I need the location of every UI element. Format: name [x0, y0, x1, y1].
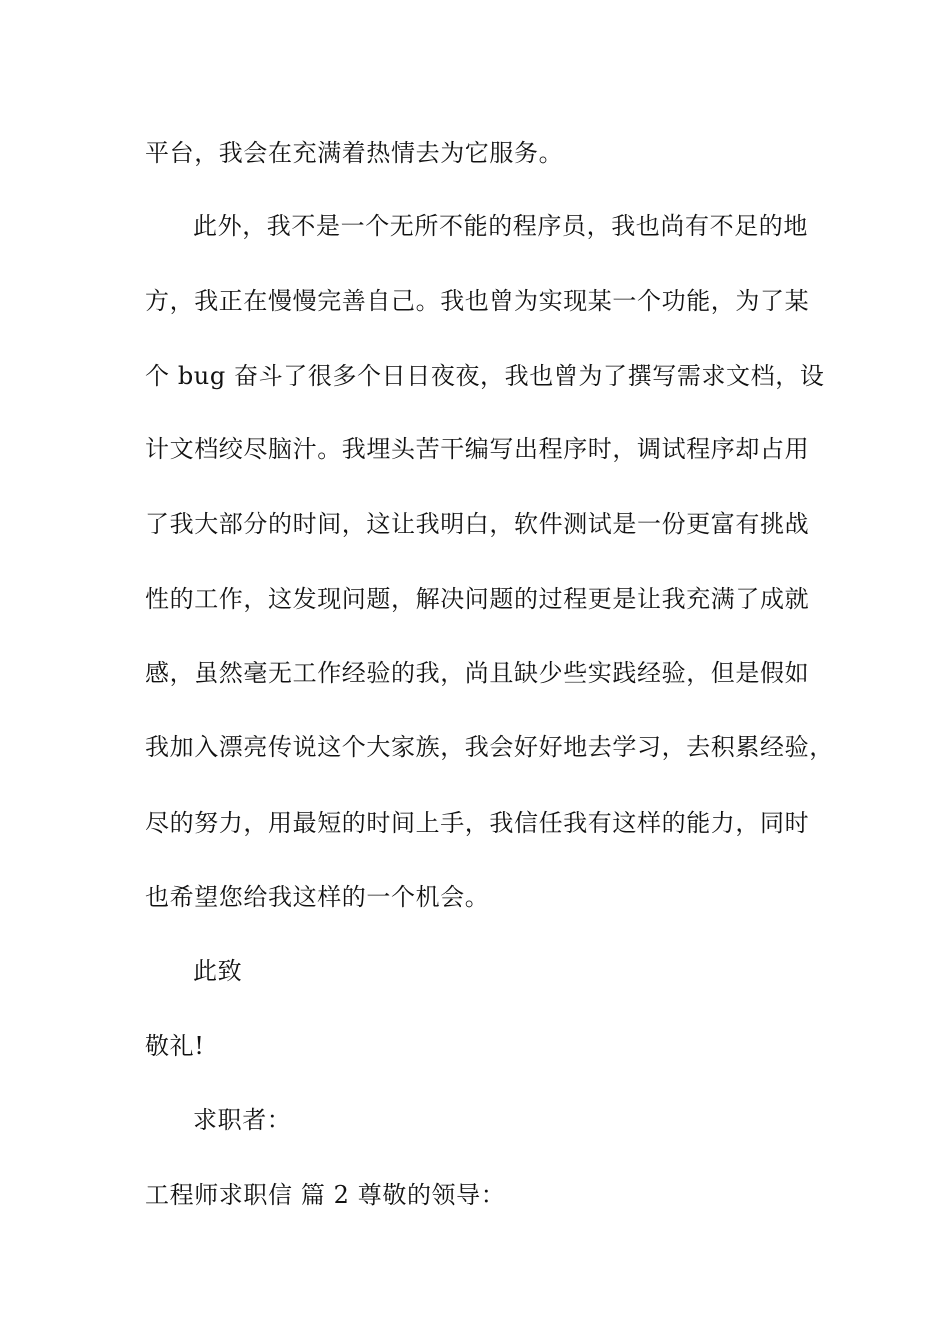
section-heading: 工程师求职信 篇 2 尊敬的领导： [145, 1181, 506, 1209]
paragraph-line: 了我大部分的时间，这让我明白，软件测试是一份更富有挑战 [145, 510, 810, 538]
paragraph-line: 也希望您给我这样的一个机会。 [145, 883, 490, 911]
paragraph-line: 平台，我会在充满着热情去为它服务。 [145, 139, 564, 167]
paragraph-line: 尽的努力，用最短的时间上手，我信任我有这样的能力，同时 [145, 809, 810, 837]
paragraph-line: 计文档绞尽脑汁。我埋头苦干编写出程序时，调试程序却占用 [145, 435, 810, 463]
closing-regards: 敬礼! [145, 1032, 205, 1060]
signature-label: 求职者： [193, 1106, 292, 1134]
paragraph-line: 方，我正在慢慢完善自己。我也曾为实现某一个功能，为了某 [145, 287, 810, 315]
paragraph-line: 性的工作，这发现问题，解决问题的过程更是让我充满了成就 [145, 585, 810, 613]
paragraph-line: 此外，我不是一个无所不能的程序员，我也尚有不足的地 [193, 212, 808, 240]
closing-salutation: 此致 [193, 957, 243, 985]
paragraph-line: 感，虽然毫无工作经验的我，尚且缺少些实践经验，但是假如 [145, 659, 810, 687]
paragraph-line: 个 bug 奋斗了很多个日日夜夜，我也曾为了撰写需求文档，设 [145, 362, 825, 390]
paragraph-line: 我加入漂亮传说这个大家族，我会好好地去学习，去积累经验， [145, 733, 834, 761]
